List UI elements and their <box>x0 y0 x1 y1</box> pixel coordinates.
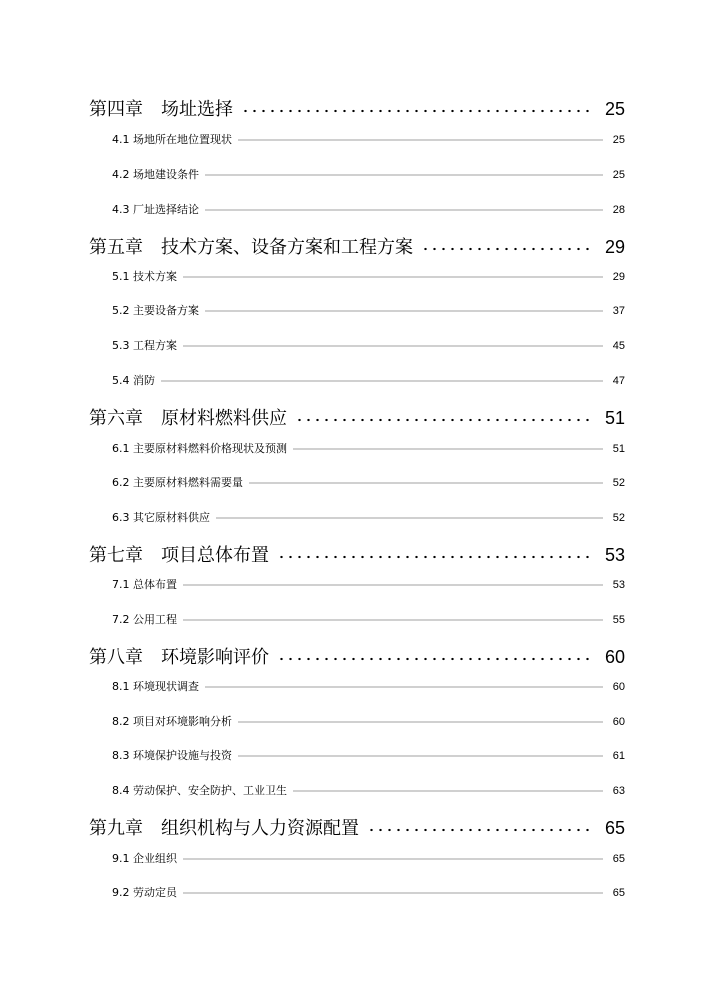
dot-leader <box>238 754 603 758</box>
chapter-page-number: 25 <box>604 99 625 119</box>
chapter-title: 第五章 技术方案、设备方案和工程方案 <box>89 237 413 258</box>
dot-leader <box>205 208 603 212</box>
dot-leader <box>183 891 603 895</box>
chapter-title: 第八章 环境影响评价 <box>89 647 269 668</box>
section-page-number: 63 <box>612 785 625 797</box>
toc-section-9-2[interactable] <box>112 884 625 898</box>
dot-leader <box>238 720 603 724</box>
toc-section-6-3[interactable] <box>112 509 625 523</box>
dot-leader <box>183 618 603 622</box>
section-page-number: 47 <box>612 375 625 387</box>
section-page-number: 53 <box>612 579 625 591</box>
section-title: 5.3 工程方案 <box>112 339 177 352</box>
section-title: 4.3 厂址选择结论 <box>112 203 199 216</box>
section-title: 5.1 技术方案 <box>112 270 177 283</box>
section-title: 8.3 环境保护设施与投资 <box>112 749 232 762</box>
section-page-number: 51 <box>612 443 625 455</box>
section-page-number: 28 <box>612 204 625 216</box>
section-page-number: 65 <box>612 853 625 865</box>
chapter-title: 第九章 组织机构与人力资源配置 <box>89 818 359 839</box>
section-page-number: 37 <box>612 305 625 317</box>
toc-section-6-1[interactable] <box>112 440 625 454</box>
chapter-title: 第六章 原材料燃料供应 <box>89 408 287 429</box>
section-page-number: 60 <box>612 681 625 693</box>
dot-leader <box>293 789 603 793</box>
toc-section-7-1[interactable] <box>112 576 625 590</box>
chapter-page-number: 51 <box>604 408 625 428</box>
toc-section-5-3[interactable] <box>112 337 625 351</box>
toc-section-8-1[interactable] <box>112 678 625 692</box>
section-title: 5.2 主要设备方案 <box>112 304 199 317</box>
dot-leader <box>216 516 603 520</box>
section-title: 9.1 企业组织 <box>112 852 177 865</box>
dot-leader <box>183 857 603 861</box>
dot-leader <box>277 656 591 662</box>
dot-leader <box>183 344 603 348</box>
dot-leader <box>238 138 603 142</box>
toc-chapter-5[interactable] <box>89 233 625 257</box>
dot-leader <box>249 481 603 485</box>
section-title: 5.4 消防 <box>112 374 155 387</box>
dot-leader <box>183 583 603 587</box>
section-page-number: 60 <box>612 716 625 728</box>
section-title: 6.3 其它原材料供应 <box>112 511 210 524</box>
section-page-number: 29 <box>612 271 625 283</box>
dot-leader <box>421 246 591 252</box>
toc-chapter-7[interactable] <box>89 541 625 565</box>
toc-chapter-4[interactable] <box>89 95 625 119</box>
dot-leader <box>277 554 591 560</box>
section-title: 6.2 主要原材料燃料需要量 <box>112 476 243 489</box>
chapter-page-number: 29 <box>604 237 625 257</box>
toc-section-5-2[interactable] <box>112 302 625 316</box>
chapter-page-number: 60 <box>604 647 625 667</box>
toc-chapter-8[interactable] <box>89 643 625 667</box>
dot-leader <box>241 108 591 114</box>
chapter-title: 第七章 项目总体布置 <box>89 545 269 566</box>
toc-section-4-3[interactable] <box>112 201 625 215</box>
section-page-number: 25 <box>612 134 625 146</box>
dot-leader <box>295 417 591 423</box>
section-title: 4.2 场地建设条件 <box>112 168 199 181</box>
dot-leader <box>293 447 603 451</box>
section-title: 8.2 项目对环境影响分析 <box>112 715 232 728</box>
dot-leader <box>205 685 603 689</box>
section-title: 8.1 环境现状调查 <box>112 680 199 693</box>
toc-section-5-4[interactable] <box>112 372 625 386</box>
section-page-number: 52 <box>612 477 625 489</box>
section-page-number: 52 <box>612 512 625 524</box>
section-page-number: 25 <box>612 169 625 181</box>
dot-leader <box>205 173 603 177</box>
toc-chapter-6[interactable] <box>89 404 625 428</box>
section-title: 7.2 公用工程 <box>112 613 177 626</box>
toc-section-7-2[interactable] <box>112 611 625 625</box>
section-page-number: 65 <box>612 887 625 899</box>
section-title: 8.4 劳动保护、安全防护、工业卫生 <box>112 784 287 797</box>
dot-leader <box>367 827 591 833</box>
toc-section-4-2[interactable] <box>112 166 625 180</box>
chapter-page-number: 53 <box>604 545 625 565</box>
section-page-number: 55 <box>612 614 625 626</box>
dot-leader <box>205 309 603 313</box>
toc-section-8-3[interactable] <box>112 747 625 761</box>
toc-section-5-1[interactable] <box>112 268 625 282</box>
toc-chapter-9[interactable] <box>89 814 625 838</box>
section-page-number: 61 <box>612 750 625 762</box>
chapter-title: 第四章 场址选择 <box>89 99 233 120</box>
section-title: 7.1 总体布置 <box>112 578 177 591</box>
dot-leader <box>183 275 603 279</box>
section-title: 6.1 主要原材料燃料价格现状及预测 <box>112 442 287 455</box>
toc-section-8-4[interactable] <box>112 782 625 796</box>
toc-section-4-1[interactable] <box>112 131 625 145</box>
section-title: 4.1 场地所在地位置现状 <box>112 133 232 146</box>
section-page-number: 45 <box>612 340 625 352</box>
toc-section-6-2[interactable] <box>112 474 625 488</box>
section-title: 9.2 劳动定员 <box>112 886 177 899</box>
toc-section-8-2[interactable] <box>112 713 625 727</box>
toc-section-9-1[interactable] <box>112 850 625 864</box>
dot-leader <box>161 379 603 383</box>
chapter-page-number: 65 <box>604 818 625 838</box>
